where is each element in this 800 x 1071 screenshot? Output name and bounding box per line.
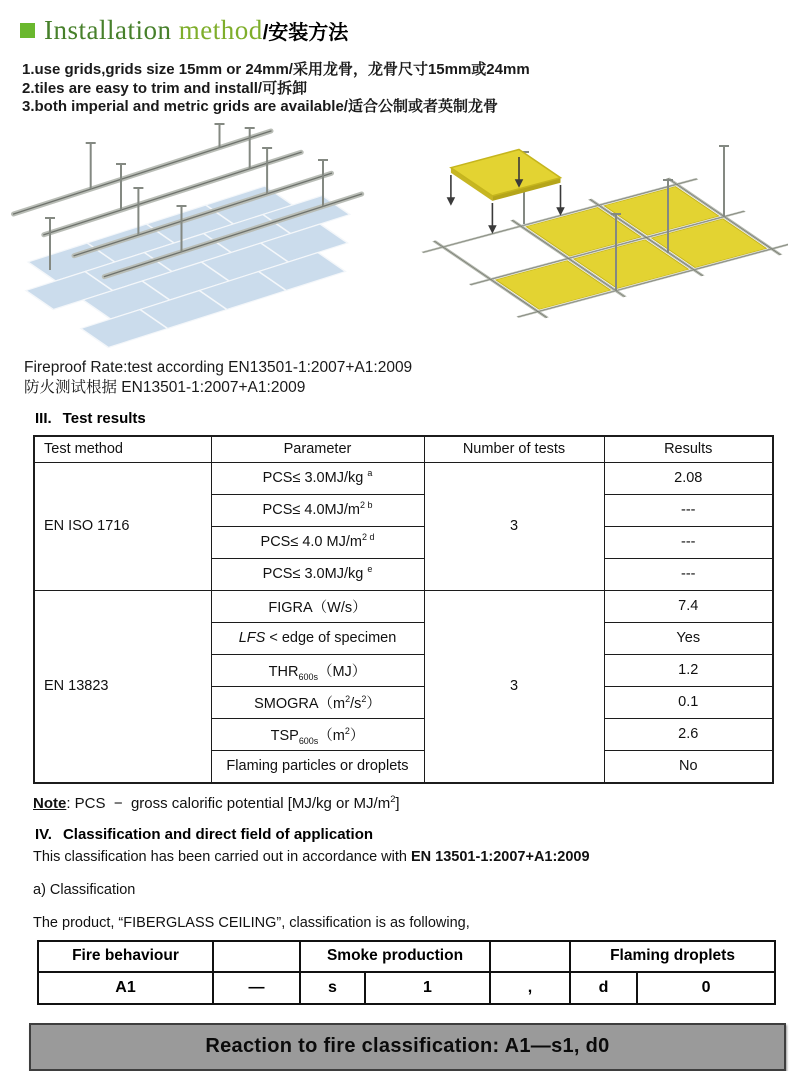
section-iii-heading (35, 410, 800, 427)
parameter-cell: FIGRA（W/s） (211, 590, 424, 622)
parameter-cell: $PCS\le 4.0MJ/m^{2 b}$ (211, 494, 424, 526)
classification-row (38, 972, 775, 1004)
result-cell: --- (604, 526, 773, 558)
result-cell: 2.08 (604, 462, 773, 494)
product-line: The product, “FIBERGLASS CEILING”, classification is as following, (33, 914, 470, 931)
section-header (20, 15, 800, 46)
section-iv-number: IV. (35, 825, 52, 843)
column-header-test-method: Test method (34, 436, 211, 463)
classification-table (37, 940, 776, 1005)
section-iii-title: Test results (62, 409, 146, 427)
column-header-parameter: Parameter (211, 436, 424, 463)
fire-classification-banner: Reaction to fire classification: A1—s1, d0 (29, 1023, 786, 1071)
column-header-fire-behaviour: Fire behaviour (38, 941, 213, 972)
result-cell: --- (604, 494, 773, 526)
test-method-cell: EN 13823 (34, 590, 211, 783)
column-header-number-of-tests: Number of tests (424, 436, 604, 463)
suspended-ceiling-illustration (10, 122, 388, 356)
table-row (34, 590, 773, 622)
table-header-row (34, 436, 773, 463)
result-cell: --- (604, 558, 773, 590)
fireproof-line-zh: 防火测试根据 EN13501-1:2007+A1:2009 (24, 378, 306, 396)
section-iv-title: Classification and direct field of application (62, 825, 374, 843)
result-cell: No (604, 750, 773, 783)
intro-list (22, 61, 800, 117)
smoke-class-number: 1 (365, 972, 490, 1004)
page-title-en-light: method (171, 15, 263, 45)
column-header-results: Results (604, 436, 773, 463)
parameter-cell: Flaming particles or droplets (211, 750, 424, 783)
fireproof-line-en: Fireproof Rate:test according EN13501-1:2007+A1:2009 (24, 358, 413, 376)
droplet-class-letter: d (570, 972, 637, 1004)
test-count-cell: 3 (424, 590, 604, 783)
fireproof-rate-text (24, 358, 800, 398)
classification-intro: This classification has been carried out in accordance with EN 13501-1:2007+A1:2009 (33, 848, 590, 865)
droplet-class-number: 0 (637, 972, 775, 1004)
parameter-cell: $THR_{600s}(MJ)$ (211, 654, 424, 686)
parameter-cell: $SMOGRA(m^2/s^2)$ (211, 686, 424, 718)
smoke-class-letter: s (300, 972, 365, 1004)
comma-cell: , (490, 972, 570, 1004)
tile-installation-illustration (388, 122, 788, 356)
intro-line-1: 1.use grids,grids size 15mm or 24mm/采用龙骨，龙骨尺寸15mm或24mm (22, 61, 530, 78)
section-iv-heading (35, 826, 800, 843)
result-cell: 2.6 (604, 718, 773, 750)
result-cell: 1.2 (604, 654, 773, 686)
illustration-row (10, 122, 800, 356)
dash-cell: — (213, 972, 300, 1004)
note-label: Note (33, 794, 67, 812)
intro-line-2: 2.tiles are easy to trim and install/可拆卸 (22, 79, 308, 97)
column-header-empty (213, 941, 300, 972)
page-title-en-dark: Installation (44, 15, 172, 45)
test-results-table (33, 435, 774, 784)
note-body: : PCS − gross calorific potential [MJ/kg or $MJ/m^2$] (66, 793, 400, 812)
fire-behaviour-value: A1 (38, 972, 213, 1004)
lowered-tile (451, 149, 561, 200)
parameter-cell: PCS≤ 4.0 $MJ/m^{2 d}$ (211, 526, 424, 558)
intro-line-3: 3.both imperial and metric grids are available/适合公制或者英制龙骨 (22, 98, 498, 115)
green-square-icon (20, 23, 35, 38)
section-iii-number: III. (35, 409, 52, 427)
parameter-cell: $TSP_{600s}(m^2)$ (211, 718, 424, 750)
column-header-smoke-production: Smoke production (300, 941, 490, 972)
parameter-cell: PCS≤ 3.0MJ/kg $^a$ (211, 462, 424, 494)
table-row (34, 462, 773, 494)
result-cell: 0.1 (604, 686, 773, 718)
classification-sub-heading: a) Classification (33, 881, 136, 898)
parameter-cell: PCS≤ 3.0MJ/kg $^e$ (211, 558, 424, 590)
parameter-cell: LFS < edge of specimen (211, 622, 424, 654)
pcs-note (33, 795, 800, 812)
page-title-en (44, 15, 263, 46)
page-title-zh: /安装方法 (262, 22, 349, 44)
result-cell: 7.4 (604, 590, 773, 622)
table-header-row (38, 941, 775, 972)
result-cell: Yes (604, 622, 773, 654)
test-method-cell: EN ISO 1716 (34, 462, 211, 590)
test-count-cell: 3 (424, 462, 604, 590)
column-header-flaming-droplets: Flaming droplets (570, 941, 775, 972)
column-header-empty (490, 941, 570, 972)
